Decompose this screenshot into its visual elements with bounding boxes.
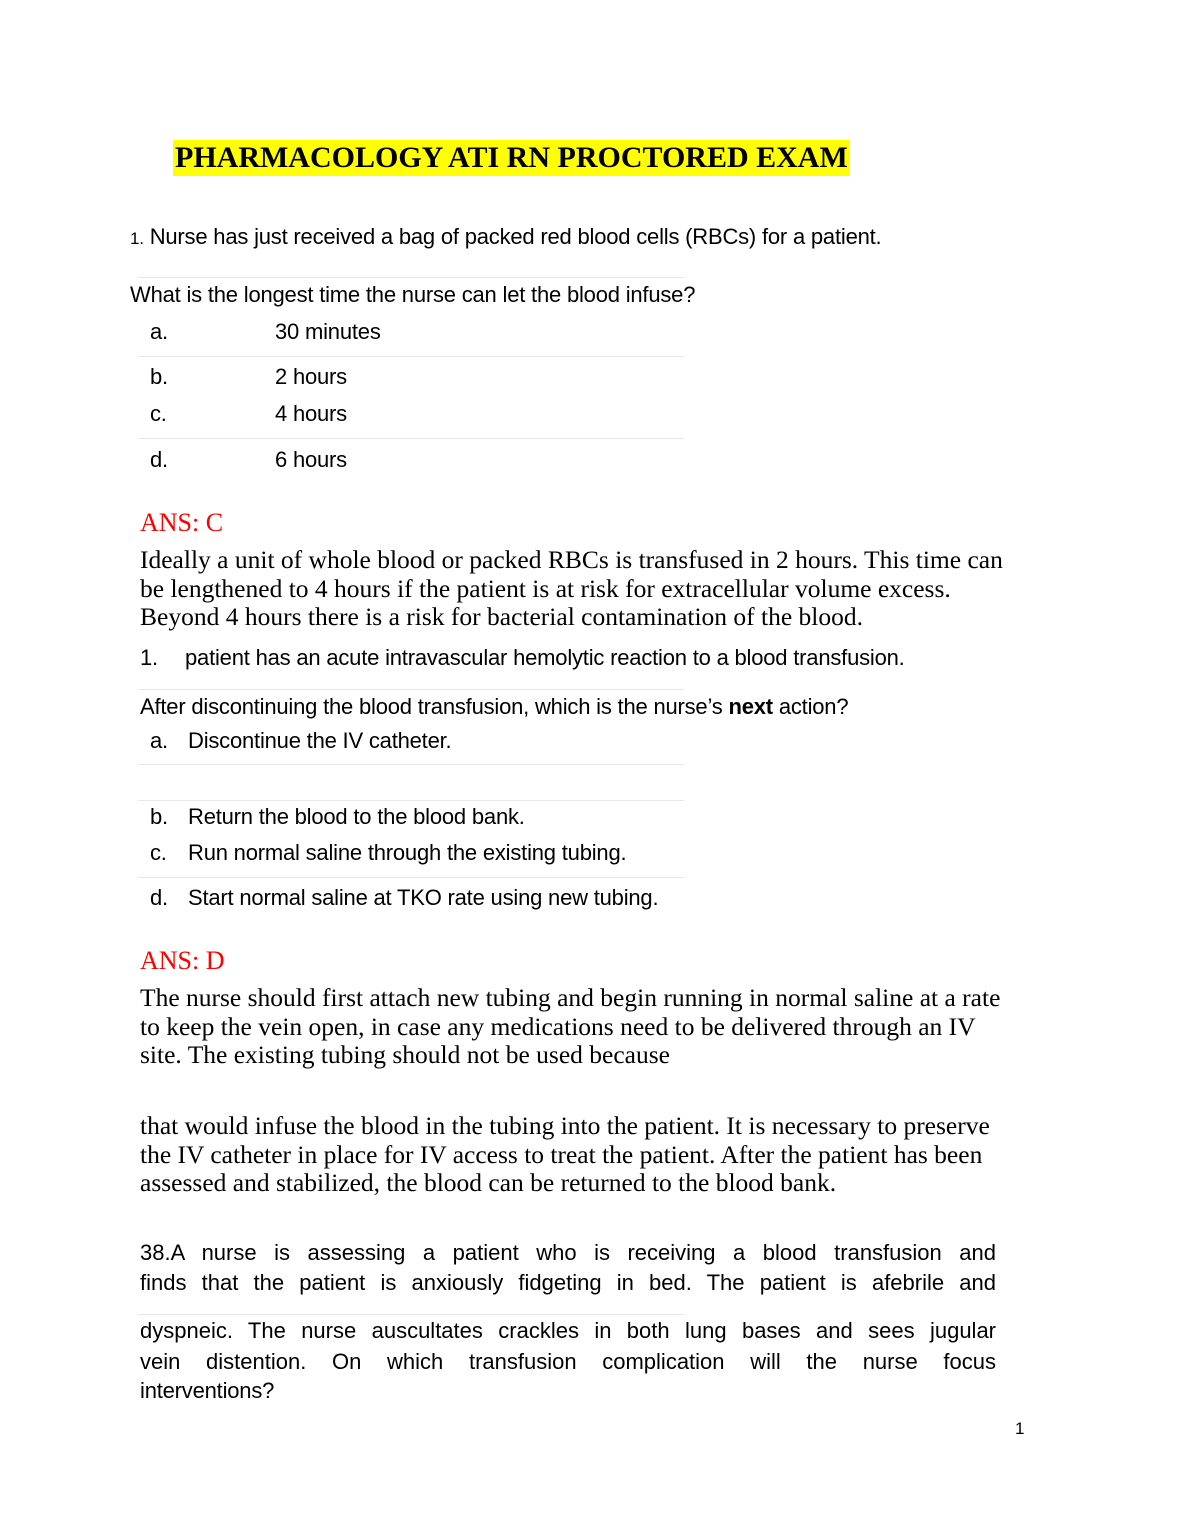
answer-label: ANS: C — [140, 508, 224, 537]
rationale-text: Ideally a unit of whole blood or packed RBCs is transfused in 2 hours. This time can be lengthened to 4 hours if the patient is at risk for extracellular volume excess. Beyond 4 hours there is a risk for bacterial contamination of the blood. — [140, 545, 1003, 632]
option-text: Run normal saline through the existing tubing. — [188, 840, 627, 865]
option-letter: a. — [150, 319, 168, 344]
question-text: action? — [772, 694, 849, 719]
option-letter: c. — [150, 840, 167, 865]
divider — [138, 800, 684, 801]
divider — [138, 764, 684, 765]
divider — [138, 277, 684, 278]
option-letter: a. — [150, 728, 168, 753]
option-letter: d. — [150, 447, 168, 472]
answer-label: ANS: D — [140, 946, 225, 975]
question-number: 1. — [140, 645, 158, 670]
option-text: 6 hours — [275, 447, 347, 472]
page-number: 1 — [1015, 1419, 1025, 1438]
option-letter: d. — [150, 885, 168, 910]
question-text: After discontinuing the blood transfusion, which is the nurse’s — [140, 694, 729, 719]
rationale-text: The nurse should first attach new tubing and begin running in normal saline at a rate to keep the vein open, in case any medications need to be delivered through an IV site. The existing tubing should not be used because — [140, 983, 1001, 1070]
option-letter: c. — [150, 401, 167, 426]
question-1-text: What is the longest time the nurse can let the blood infuse? — [130, 282, 696, 307]
question-38-line: dyspneic. The nurse auscultates crackles in both lung bases and sees jugular — [140, 1318, 996, 1343]
emphasis-text: next — [728, 694, 773, 719]
option-text: 30 minutes — [275, 319, 381, 344]
question-38-line: interventions? — [140, 1378, 275, 1403]
divider — [138, 689, 684, 690]
option-text: Return the blood to the blood bank. — [188, 804, 525, 829]
document-title: PHARMACOLOGY ATI RN PROCTORED EXAM — [175, 141, 848, 174]
option-text: Start normal saline at TKO rate using new tubing. — [188, 885, 659, 910]
question-2-stem: patient has an acute intravascular hemolytic reaction to a blood transfusion. — [185, 645, 905, 670]
option-letter: b. — [150, 364, 168, 389]
question-38-line: finds that the patient is anxiously fidgeting in bed. The patient is afebrile and — [140, 1270, 996, 1295]
question-stem-text: Nurse has just received a bag of packed red blood cells (RBCs) for a patient. — [149, 224, 882, 249]
option-text: 4 hours — [275, 401, 347, 426]
divider — [138, 1314, 684, 1315]
option-text: Discontinue the IV catheter. — [188, 728, 452, 753]
question-1-stem — [130, 224, 881, 250]
question-2-text — [140, 694, 848, 720]
rationale-text-continued: that would infuse the blood in the tubing into the patient. It is necessary to preserve the IV catheter in place for IV access to treat the patient. After the patient has been assessed and stabilized, the blood can be returned to the blood bank. — [140, 1111, 990, 1198]
divider — [138, 877, 684, 878]
divider — [138, 356, 684, 357]
question-38-line: 38.A nurse is assessing a patient who is receiving a blood transfusion and — [140, 1240, 996, 1265]
option-text: 2 hours — [275, 364, 347, 389]
question-number: 1. — [130, 229, 144, 248]
option-letter: b. — [150, 804, 168, 829]
divider — [138, 438, 684, 439]
question-38-line: vein distention. On which transfusion complication will the nurse focus — [140, 1349, 996, 1374]
